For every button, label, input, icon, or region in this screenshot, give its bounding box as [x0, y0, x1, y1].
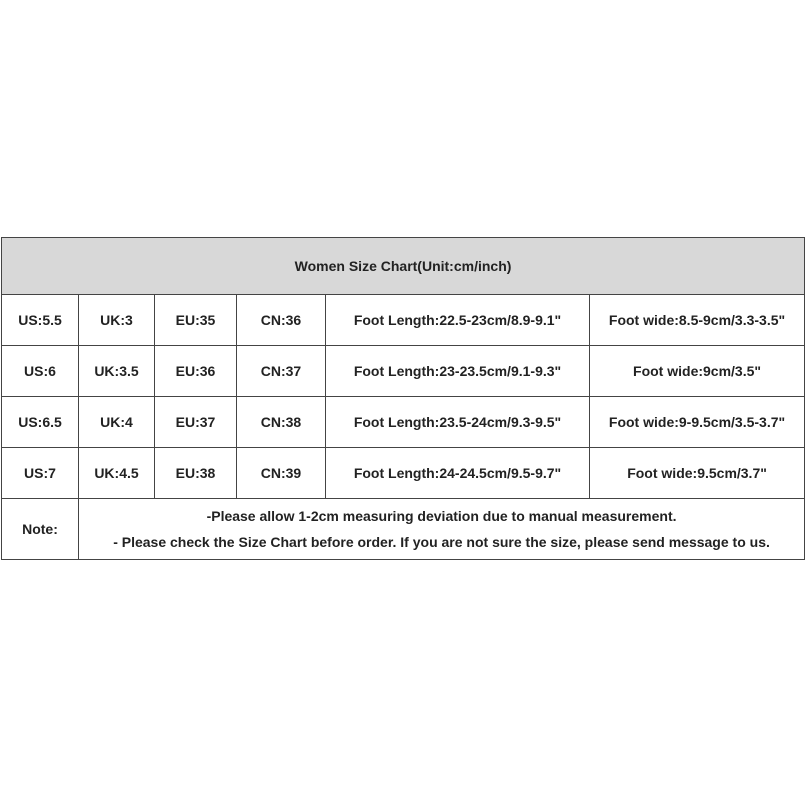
- note-label: Note:: [2, 499, 79, 560]
- note-text: [79, 499, 805, 560]
- foot-wide-cell: Foot wide:9.5cm/3.7": [590, 448, 805, 499]
- foot-wide-cell: Foot wide:9-9.5cm/3.5-3.7": [590, 397, 805, 448]
- table-row: [2, 295, 805, 346]
- uk-size-cell: UK:4: [79, 397, 155, 448]
- uk-size-cell: UK:3: [79, 295, 155, 346]
- cn-size-cell: CN:39: [237, 448, 326, 499]
- cn-size-cell: CN:36: [237, 295, 326, 346]
- us-size-cell: US:5.5: [2, 295, 79, 346]
- eu-size-cell: EU:37: [155, 397, 237, 448]
- foot-length-cell: Foot Length:23.5-24cm/9.3-9.5": [326, 397, 590, 448]
- size-chart-table: [1, 237, 805, 560]
- foot-length-cell: Foot Length:24-24.5cm/9.5-9.7": [326, 448, 590, 499]
- size-chart: [1, 237, 804, 560]
- uk-size-cell: UK:3.5: [79, 346, 155, 397]
- table-row: [2, 448, 805, 499]
- us-size-cell: US:6: [2, 346, 79, 397]
- cn-size-cell: CN:37: [237, 346, 326, 397]
- us-size-cell: US:7: [2, 448, 79, 499]
- cn-size-cell: CN:38: [237, 397, 326, 448]
- note-line: - Please check the Size Chart before order. If you are not sure the size, please send message to us.: [113, 534, 770, 550]
- table-row: [2, 346, 805, 397]
- eu-size-cell: EU:38: [155, 448, 237, 499]
- table-title: Women Size Chart(Unit:cm/inch): [2, 238, 805, 295]
- uk-size-cell: UK:4.5: [79, 448, 155, 499]
- note-row: [2, 499, 805, 560]
- note-line: -Please allow 1-2cm measuring deviation due to manual measurement.: [206, 508, 677, 524]
- us-size-cell: US:6.5: [2, 397, 79, 448]
- foot-wide-cell: Foot wide:9cm/3.5": [590, 346, 805, 397]
- foot-wide-cell: Foot wide:8.5-9cm/3.3-3.5": [590, 295, 805, 346]
- table-title-row: [2, 238, 805, 295]
- table-row: [2, 397, 805, 448]
- foot-length-cell: Foot Length:23-23.5cm/9.1-9.3": [326, 346, 590, 397]
- foot-length-cell: Foot Length:22.5-23cm/8.9-9.1": [326, 295, 590, 346]
- eu-size-cell: EU:36: [155, 346, 237, 397]
- eu-size-cell: EU:35: [155, 295, 237, 346]
